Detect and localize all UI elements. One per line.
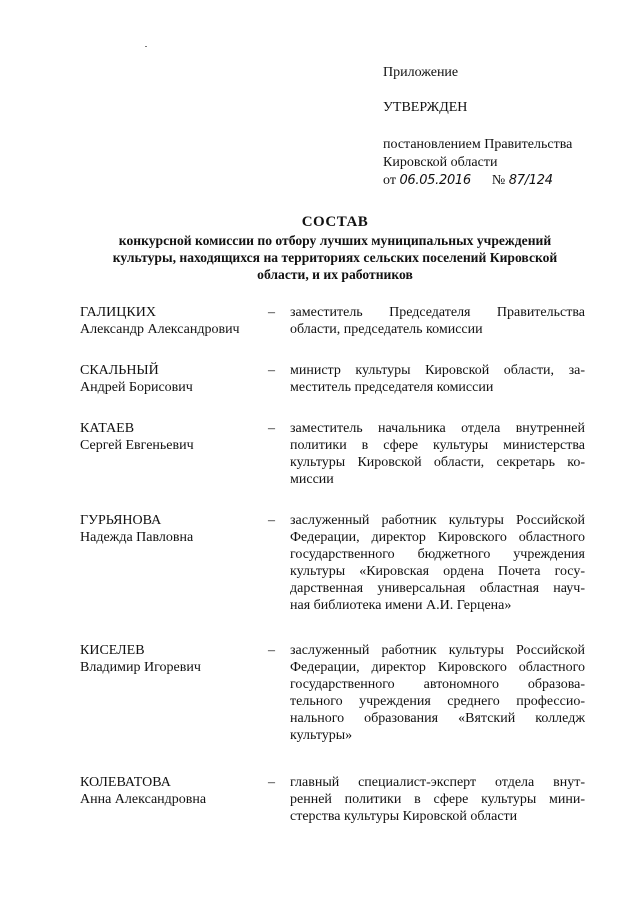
scan-speck — [145, 46, 147, 47]
member-role-line: главный специалист-эксперт отдела внут- — [290, 775, 585, 790]
member-given-names: Владимир Игоревич — [80, 660, 201, 675]
appendix-label: Приложение — [383, 65, 459, 80]
title-subtitle-line-3: области, и их работников — [257, 267, 413, 282]
member-name — [80, 304, 260, 338]
decree-line-1: постановлением Правительства — [383, 137, 573, 152]
member-name — [80, 512, 260, 546]
handwritten-date: 06.05.2016 — [399, 173, 471, 188]
member-role-line: государственного бюджетного учреждения — [290, 547, 585, 562]
members-list — [80, 304, 585, 849]
date-prefix: от — [383, 173, 396, 188]
member-role-line: заслуженный работник культуры Российской — [290, 513, 585, 528]
member-role — [290, 420, 585, 488]
member-entry — [80, 774, 585, 825]
member-role — [290, 642, 585, 744]
member-name — [80, 642, 260, 676]
member-role-line: Федерации, директор Кировского областного — [290, 530, 585, 545]
member-surname: СКАЛЬНЫЙ — [80, 363, 159, 378]
member-role — [290, 774, 585, 825]
member-role-line: заслуженный работник культуры Российской — [290, 643, 585, 658]
member-surname: ГУРЬЯНОВА — [80, 513, 162, 528]
member-role-line: области, председатель комиссии — [290, 322, 483, 337]
member-role-line: политики в сфере культуры министерства — [290, 438, 585, 453]
member-dash: – — [268, 421, 275, 436]
member-dash: – — [268, 513, 275, 528]
member-name — [80, 362, 260, 396]
member-dash: – — [268, 363, 275, 378]
member-dash: – — [268, 305, 275, 320]
member-entry — [80, 362, 585, 396]
member-given-names: Андрей Борисович — [80, 380, 193, 395]
member-surname: КОЛЕВАТОВА — [80, 775, 171, 790]
member-role-line: министр культуры Кировской области, за- — [290, 363, 585, 378]
member-dash: – — [268, 643, 275, 658]
document-title — [70, 212, 600, 283]
member-role-line: ная библиотека имени А.И. Герцена» — [290, 598, 512, 613]
member-role-line: культуры Кировской области, секретарь ко- — [290, 455, 585, 470]
member-role-line: ренней политики в сфере культуры мини- — [290, 792, 585, 807]
member-surname: КАТАЕВ — [80, 421, 135, 436]
member-given-names: Сергей Евгеньевич — [80, 438, 194, 453]
member-name — [80, 420, 260, 454]
number-prefix: № — [491, 173, 506, 188]
member-role-line: государственного автономного образова- — [290, 677, 585, 692]
title-subtitle-line-1: конкурсной комиссии по отбору лучших муниципальных учреждений — [118, 233, 552, 248]
member-surname: КИСЕЛЕВ — [80, 643, 145, 658]
member-role-line: дарственная универсальная областная науч- — [290, 581, 585, 596]
member-role-line: нального образования «Вятский колледж — [290, 711, 585, 726]
handwritten-number: 87/124 — [508, 173, 553, 188]
decree-reference — [383, 172, 572, 190]
member-role — [290, 304, 585, 338]
approval-block — [383, 64, 572, 190]
member-given-names: Анна Александровна — [80, 792, 207, 807]
member-role-line: тельного учреждения среднего профессио- — [290, 694, 585, 709]
member-role-line: заместитель Председателя Правительства — [290, 305, 585, 320]
member-role-line: Федерации, директор Кировского областного — [290, 660, 585, 675]
member-role — [290, 362, 585, 396]
member-given-names: Александр Александрович — [80, 322, 240, 337]
member-entry — [80, 642, 585, 744]
member-role-line: стерства культуры Кировской области — [290, 809, 518, 824]
title-heading: СОСТАВ — [301, 214, 369, 230]
member-name — [80, 774, 260, 808]
member-role — [290, 512, 585, 614]
member-role-line: меститель председателя комиссии — [290, 380, 494, 395]
member-surname: ГАЛИЦКИХ — [80, 305, 156, 320]
member-entry — [80, 420, 585, 488]
member-role-line: заместитель начальника отдела внутренней — [290, 421, 585, 436]
member-role-line: культуры» — [290, 728, 353, 743]
member-role-line: культуры «Кировская ордена Почета госу- — [290, 564, 585, 579]
member-role-line: миссии — [290, 472, 334, 487]
title-subtitle-line-2: культуры, находящихся на территориях сельских поселений Кировской — [112, 250, 558, 265]
approved-label: УТВЕРЖДЕН — [383, 100, 468, 115]
member-entry — [80, 512, 585, 614]
member-dash: – — [268, 775, 275, 790]
decree-line-2: Кировской области — [383, 155, 498, 170]
member-given-names: Надежда Павловна — [80, 530, 194, 545]
member-entry — [80, 304, 585, 338]
